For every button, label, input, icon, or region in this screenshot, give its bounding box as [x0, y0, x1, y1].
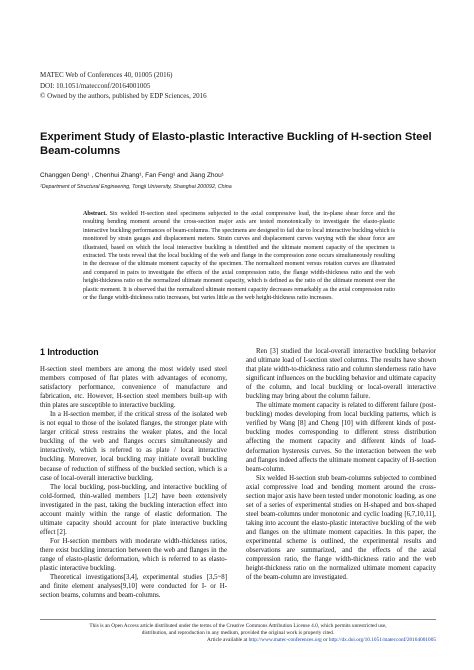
paragraph: In a H-section member, if the critical stress of the isolated web is not equal to those of the isolated flanges, the stronger plate with larger critical stress restrains the weaker plates, and the local buckling of the web and flanges occurs simultaneously and interactively, which is referred to as plate / local interactive buckling. Moreover, local buckling may initiate overall buckling because of reduction of stiffness of the buckled section, which is a case of local-overall interactive buckling.: [40, 411, 227, 482]
conference-link[interactable]: http://www.matec-conferences.org: [248, 637, 322, 643]
footer-divider: [40, 619, 436, 620]
paragraph: For H-section members with moderate width-thickness ratios, there exist buckling interaction between the web and flanges in the range of elasto-plastic deformation, which is referred to as elasto-plastic interactive buckling.: [40, 537, 227, 573]
availability-line: [40, 637, 436, 644]
doi-line: DOI: 10.1051/matecconf/20164001005: [40, 81, 151, 90]
paragraph: Theoretical investigations[3,4], experimental studies [3,5~8] and finite element analyses[9,10] were conducted for I- or H-section beams, columns and beam-columns.: [40, 574, 227, 600]
abstract-label: Abstract.: [83, 211, 107, 217]
journal-header: [40, 70, 400, 102]
abstract-text: Six welded H-section steel specimens subjected to the axial compressive load, the in-plane shear force and the resulting bending moment around the cross-section major axis are tested monotonically to investigate the elasto-plastic interactive buckling performances of beam-columns. The specimens are designed to fail due to local interactive buckling which is monitored by strain gauges and displacement meters. Strain curves and displacement curves varying with the shear force are illustrated, based on which the local interactive buckling is identified and the ultimate moment capacity of the specimen is extracted. The tests reveal that the local buckling of the web and flange in the compression zone occurs simultaneously resulting in the decrease of the ultimate moment capacity of the specimen. The normalized moment versus rotation curves are illustrated and compared in pairs to investigate the effects of the axial compression ratio, the flange width-thickness ratio and the web height-thickness ratio on the normalized ultimate moment capacity, which is defined as the ratio of the ultimate moment over the plastic moment. It is observed that the normalized ultimate moment capacity decreases remarkably as the axial compression ratio or the flange width-thickness ratio increases, but varies little as the web height-thickness ratio increases.: [83, 211, 396, 302]
paragraph: Six welded H-section stub beam-columns subjected to combined axial compressive load and bending moment around the cross-section major axis have been tested under monotonic loading, as one set of a series of experimental studies on H-shaped and box-shaped steel beam-columns under monotonic and cyclic loading [6,7,10,11], taking into account the elasto-plastic interactive buckling of the web and flanges on the ultimate moment capacities. In this paper, the experimental scheme is outlined, the experimental results and observations are summarized, and the effects of the axial compression ratio, the flange width-thickness ratio and the web height-thickness ratio on the normalized ultimate moment capacity of the beam-column are investigated.: [246, 474, 436, 582]
paper-title: Experiment Study of Elasto-plastic Interactive Buckling of H-section Steel Beam-columns: [40, 131, 432, 157]
license-line: distribution, and reproduction in any medium, provided the original work is properly cited.: [141, 630, 335, 636]
license-line: This is an Open Access article distributed under the terms of the Creative Commons Attribution License 4.0, which permits unrestricted use,: [89, 623, 387, 629]
affiliation: ¹Department of Structural Engineering, Tongji University, Shanghai 200092, China: [40, 184, 232, 190]
paragraph: The local buckling, post-buckling, and interactive buckling of cold-formed, thin-walled members [1,2] have been extensively investigated in the past, taking the buckling interaction effect into account mainly within the range of elastic deformation. The ultimate capacity should account for plate interactive buckling effect [2].: [40, 483, 227, 536]
doi-link[interactable]: http://dx.doi.org/10.1051/matecconf/20164001005: [328, 637, 436, 643]
author-list: Changgen Deng¹ , Chenhui Zhang¹, Fan Feng¹ and Jiang Zhou¹: [40, 172, 224, 179]
journal-citation: MATEC Web of Conferences 40, 01005 (2016): [40, 71, 173, 79]
copyright-line: © Owned by the authors, published by EDP Sciences, 2016: [40, 92, 207, 100]
availability-or: or: [323, 637, 328, 643]
right-column: [246, 347, 436, 582]
availability-prefix: Article available at: [207, 637, 248, 643]
paragraph: H-section steel members are among the most widely used steel members composed of flat plates with advantages of economy, satisfactory performance, convenience of manufacture and fabrication, etc. However, H-section steel members built-up with thin plates are susceptible to interactive buckling.: [40, 366, 227, 410]
abstract: [83, 210, 395, 302]
license-footer: [40, 623, 436, 644]
paragraph: Ren [3] studied the local-overall interactive buckling behavior and ultimate load of I-section steel columns. The results have shown that plate width-to-thickness ratio and column slenderness ratio have significant influences on the buckling behavior and ultimate capacity of the column, and local buckling or local-overall interactive buckling may bring about the column failure.: [246, 348, 436, 401]
left-column: [40, 365, 227, 600]
section-heading: 1 Introduction: [40, 347, 99, 357]
paragraph: The ultimate moment capacity is related to different failure (post-buckling) modes developing from local buckling patterns, which is verified by Wang [8] and Cheng [10] with different kinds of post-buckling modes corresponding to different stress distribution affecting the moment capacity and different kinds of load-deformation hysteresis curves. So the interaction between the web and flanges indeed affects the ultimate moment capacity of H-section beam-column.: [246, 402, 436, 473]
